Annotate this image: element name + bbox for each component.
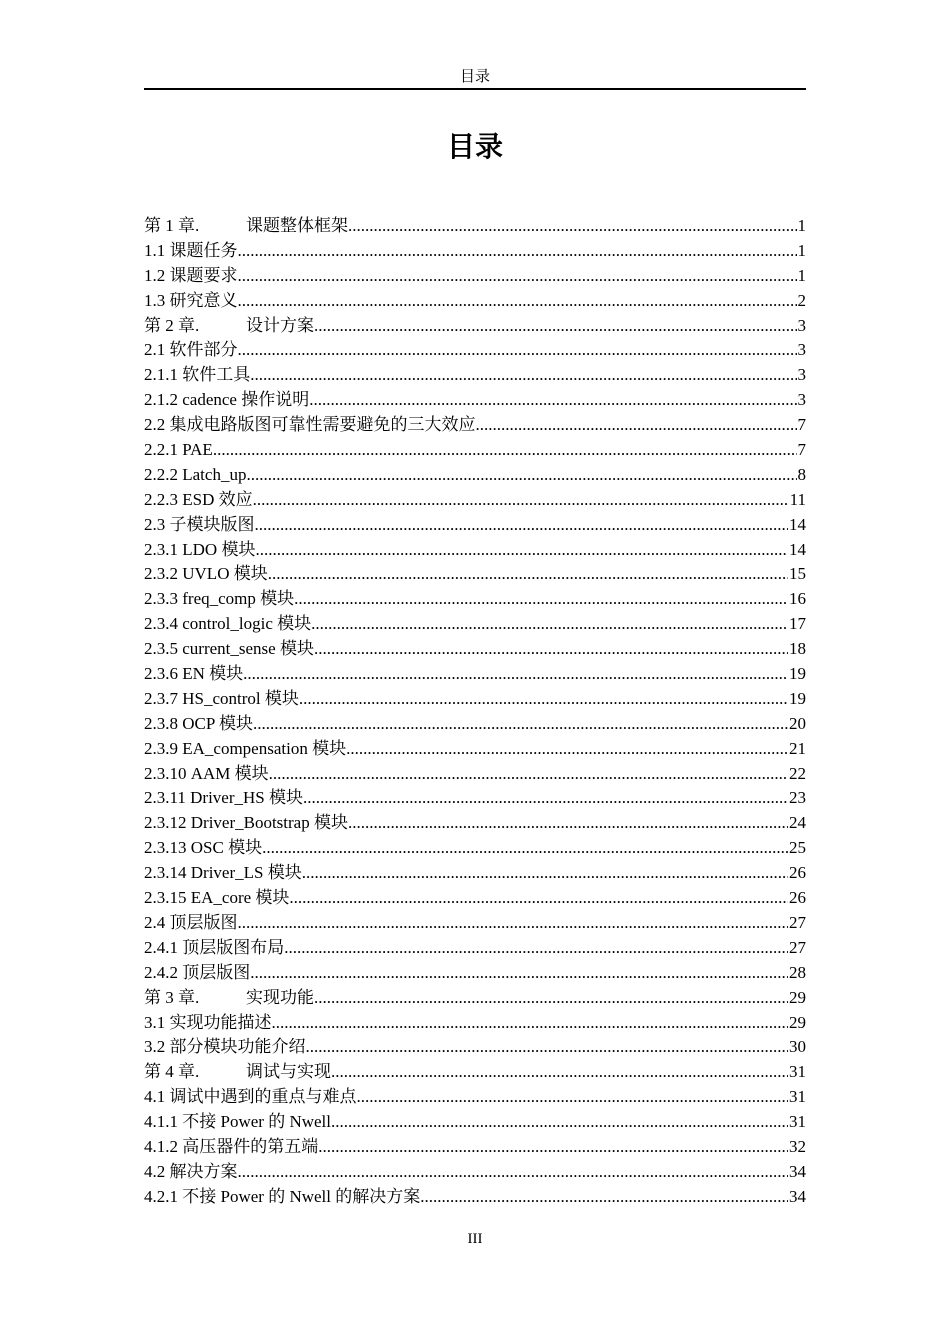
toc-entry-label: 顶层版图 — [169, 912, 238, 932]
toc-dot-leader — [331, 1110, 788, 1135]
toc-section-entry[interactable] — [144, 911, 806, 936]
toc-section-entry[interactable] — [144, 264, 806, 289]
toc-entry-label: 不接 Power 的 Nwell 的解决方案 — [182, 1186, 421, 1206]
toc-entry-label: 高压器件的第五端 — [182, 1136, 319, 1156]
toc-entry-number: 2.3.2 — [144, 564, 178, 584]
toc-section-entry[interactable] — [144, 488, 806, 513]
toc-entry-label: 软件部分 — [169, 340, 238, 360]
toc-entry-label: OSC 模块 — [190, 838, 263, 858]
toc-entry-number: 2.3.6 — [144, 664, 178, 684]
toc-dot-leader — [303, 786, 788, 811]
toc-entry-number: 2.3.9 — [144, 738, 178, 758]
toc-dot-leader — [357, 1085, 789, 1110]
toc-entry-page: 27 — [789, 937, 806, 957]
toc-dot-leader — [253, 488, 789, 513]
toc-section-entry[interactable] — [144, 762, 806, 787]
toc-entry-number: 2.3.3 — [144, 589, 178, 609]
toc-entry-label: 软件工具 — [182, 365, 251, 385]
toc-entry-page: 29 — [789, 987, 806, 1007]
toc-entry-number: 4.2.1 — [144, 1186, 178, 1206]
toc-entry-page: 21 — [789, 738, 806, 758]
toc-dot-leader — [243, 662, 788, 687]
toc-entry-number: 2.1 — [144, 340, 166, 360]
toc-section-entry[interactable] — [144, 1085, 806, 1110]
toc-entry-number: 2.2.1 — [144, 440, 178, 460]
toc-entry-number: 3.2 — [144, 1037, 166, 1057]
toc-entry-number: 4.2 — [144, 1161, 166, 1181]
toc-entry-label: 调试中遇到的重点与难点 — [169, 1087, 357, 1107]
toc-entry-label: 集成电路版图可靠性需要避免的三大效应 — [169, 415, 476, 435]
toc-entry-number: 2.2 — [144, 415, 166, 435]
toc-section-entry[interactable] — [144, 712, 806, 737]
toc-dot-leader — [318, 1135, 788, 1160]
toc-chapter-entry[interactable] — [144, 986, 806, 1011]
toc-section-entry[interactable] — [144, 513, 806, 538]
toc-dot-leader — [348, 214, 797, 239]
toc-entry-number: 1.1 — [144, 240, 166, 260]
toc-entry-label: 顶层版图 — [182, 962, 251, 982]
toc-dot-leader — [238, 338, 797, 363]
toc-section-entry[interactable] — [144, 1011, 806, 1036]
toc-dot-leader — [346, 737, 788, 762]
toc-entry-page: 14 — [789, 514, 806, 534]
toc-dot-leader — [238, 1160, 789, 1185]
toc-dot-leader — [238, 239, 797, 264]
toc-dot-leader — [250, 961, 788, 986]
toc-entry-label: PAE — [182, 440, 213, 460]
toc-entry-number: 1.2 — [144, 265, 166, 285]
toc-dot-leader — [299, 687, 788, 712]
toc-dot-leader — [238, 289, 797, 314]
toc-entry-number: 2.4.1 — [144, 937, 178, 957]
toc-entry-number: 2.3.13 — [144, 838, 187, 858]
toc-dot-leader — [272, 1011, 789, 1036]
toc-entry-page: 27 — [789, 912, 806, 932]
toc-entry-page: 3 — [797, 365, 806, 385]
toc-entry-number: 2.3.11 — [144, 788, 186, 808]
toc-entry-label: EA_compensation 模块 — [182, 738, 347, 758]
toc-section-entry[interactable] — [144, 612, 806, 637]
toc-chapter-entry[interactable] — [144, 1060, 806, 1085]
toc-entry-number: 2.4 — [144, 912, 166, 932]
toc-entry-label: 部分模块功能介绍 — [169, 1037, 306, 1057]
toc-entry-label: Driver_HS 模块 — [190, 788, 303, 808]
toc-entry-label: current_sense 模块 — [182, 639, 314, 659]
toc-entry-number: 2.3 — [144, 514, 166, 534]
toc-entry-page: 3 — [797, 390, 806, 410]
toc-entry-number: 2.4.2 — [144, 962, 178, 982]
toc-entry-number: 2.3.12 — [144, 813, 187, 833]
toc-section-entry[interactable] — [144, 239, 806, 264]
toc-entry-number: 2.3.1 — [144, 539, 178, 559]
toc-entry-label: 调试与实现 — [246, 1062, 331, 1082]
toc-section-entry[interactable] — [144, 637, 806, 662]
toc-entry-page: 31 — [789, 1112, 806, 1132]
page-title: 目录 — [446, 132, 503, 163]
toc-dot-leader — [213, 438, 797, 463]
toc-dot-leader — [331, 1060, 788, 1085]
toc-section-entry[interactable] — [144, 886, 806, 911]
toc-entry-label: 子模块版图 — [169, 514, 255, 534]
toc-entry-page: 17 — [789, 614, 806, 634]
toc-section-entry[interactable] — [144, 463, 806, 488]
toc-entry-label: 课题要求 — [169, 265, 238, 285]
toc-dot-leader — [306, 1035, 789, 1060]
toc-chapter-entry[interactable] — [144, 314, 806, 339]
toc-entry-number: 第 2 章. — [144, 315, 200, 335]
toc-entry-page: 32 — [789, 1136, 806, 1156]
toc-section-entry[interactable] — [144, 662, 806, 687]
toc-section-entry[interactable] — [144, 961, 806, 986]
toc-entry-label: EN 模块 — [182, 664, 244, 684]
toc-entry-page: 3 — [797, 340, 806, 360]
toc-entry-page: 22 — [789, 763, 806, 783]
toc-section-entry[interactable] — [144, 936, 806, 961]
toc-entry-label: cadence 操作说明 — [182, 390, 310, 410]
toc-dot-leader — [269, 762, 788, 787]
toc-entry-label: ESD 效应 — [182, 489, 253, 509]
table-of-contents — [144, 214, 806, 1210]
toc-entry-page: 15 — [789, 564, 806, 584]
toc-entry-page: 2 — [797, 290, 806, 310]
toc-entry-label: UVLO 模块 — [182, 564, 268, 584]
toc-entry-number: 2.3.15 — [144, 888, 187, 908]
toc-section-entry[interactable] — [144, 562, 806, 587]
toc-dot-leader — [420, 1185, 788, 1210]
toc-entry-page: 19 — [789, 688, 806, 708]
toc-dot-leader — [253, 712, 788, 737]
toc-entry-page: 7 — [797, 440, 806, 460]
toc-entry-label: 解决方案 — [169, 1161, 238, 1181]
toc-dot-leader — [268, 562, 788, 587]
toc-entry-page: 3 — [797, 315, 806, 335]
toc-entry-label: HS_control 模块 — [182, 688, 299, 708]
toc-dot-leader — [348, 811, 788, 836]
toc-section-entry[interactable] — [144, 289, 806, 314]
toc-entry-number: 第 1 章. — [144, 216, 200, 235]
toc-section-entry[interactable] — [144, 587, 806, 612]
toc-entry-label: AAM 模块 — [190, 763, 269, 783]
toc-dot-leader — [302, 861, 788, 886]
page-number: III — [467, 1231, 483, 1247]
toc-entry-number: 3.1 — [144, 1012, 166, 1032]
toc-dot-leader — [314, 637, 788, 662]
toc-dot-leader — [311, 612, 788, 637]
toc-entry-page: 16 — [789, 589, 806, 609]
toc-chapter-entry[interactable] — [144, 214, 806, 239]
toc-entry-number: 2.2.2 — [144, 464, 178, 484]
toc-dot-leader — [314, 314, 797, 339]
toc-entry-label: 设计方案 — [246, 315, 314, 335]
toc-section-entry[interactable] — [144, 338, 806, 363]
toc-entry-page: 1 — [797, 265, 806, 285]
toc-entry-page: 24 — [789, 813, 806, 833]
toc-section-entry[interactable] — [144, 1110, 806, 1135]
toc-dot-leader — [289, 886, 788, 911]
toc-dot-leader — [309, 388, 796, 413]
toc-section-entry[interactable] — [144, 538, 806, 563]
toc-dot-leader — [238, 264, 797, 289]
toc-entry-label: 实现功能描述 — [169, 1012, 272, 1032]
toc-dot-leader — [262, 836, 788, 861]
toc-section-entry[interactable] — [144, 1160, 806, 1185]
toc-entry-number: 1.3 — [144, 290, 166, 310]
toc-entry-page: 29 — [789, 1012, 806, 1032]
toc-entry-label: LDO 模块 — [182, 539, 256, 559]
toc-entry-label: 实现功能 — [246, 987, 314, 1007]
toc-entry-label: 不接 Power 的 Nwell — [182, 1112, 331, 1132]
toc-entry-number: 2.3.5 — [144, 639, 178, 659]
toc-entry-number: 第 4 章. — [144, 1062, 200, 1082]
toc-section-entry[interactable] — [144, 737, 806, 762]
toc-entry-number: 第 3 章. — [144, 987, 200, 1007]
toc-entry-page: 14 — [789, 539, 806, 559]
toc-entry-label: EA_core 模块 — [190, 888, 290, 908]
toc-entry-label: Driver_Bootstrap 模块 — [190, 813, 348, 833]
toc-section-entry[interactable] — [144, 388, 806, 413]
toc-dot-leader — [284, 936, 788, 961]
toc-entry-page: 31 — [789, 1087, 806, 1107]
toc-section-entry[interactable] — [144, 786, 806, 811]
toc-entry-page: 1 — [797, 216, 806, 235]
toc-entry-page: 11 — [789, 489, 806, 509]
toc-dot-leader — [476, 413, 797, 438]
toc-dot-leader — [250, 363, 796, 388]
toc-entry-number: 2.3.14 — [144, 863, 187, 883]
toc-entry-number: 2.1.2 — [144, 390, 178, 410]
toc-section-entry[interactable] — [144, 438, 806, 463]
toc-entry-page: 26 — [789, 863, 806, 883]
toc-entry-page: 30 — [789, 1037, 806, 1057]
toc-section-entry[interactable] — [144, 687, 806, 712]
toc-entry-page: 20 — [789, 713, 806, 733]
toc-entry-page: 31 — [789, 1062, 806, 1082]
toc-entry-page: 8 — [797, 464, 806, 484]
toc-section-entry[interactable] — [144, 1135, 806, 1160]
toc-entry-number: 2.2.3 — [144, 489, 178, 509]
toc-section-entry[interactable] — [144, 1035, 806, 1060]
toc-entry-label: freq_comp 模块 — [182, 589, 295, 609]
toc-dot-leader — [246, 463, 796, 488]
toc-entry-number: 2.3.7 — [144, 688, 178, 708]
toc-entry-page: 23 — [789, 788, 806, 808]
toc-section-entry[interactable] — [144, 836, 806, 861]
toc-entry-page: 34 — [789, 1161, 806, 1181]
toc-entry-number: 4.1.2 — [144, 1136, 178, 1156]
toc-entry-label: Latch_up — [182, 464, 247, 484]
toc-entry-label: 顶层版图布局 — [182, 937, 285, 957]
toc-entry-number: 4.1 — [144, 1087, 166, 1107]
toc-entry-number: 2.3.10 — [144, 763, 187, 783]
toc-entry-label: 研究意义 — [169, 290, 238, 310]
toc-entry-page: 34 — [789, 1186, 806, 1206]
running-header: 目录 — [144, 66, 806, 90]
toc-entry-page: 26 — [789, 888, 806, 908]
toc-entry-page: 1 — [797, 240, 806, 260]
toc-entry-label: OCP 模块 — [182, 713, 253, 733]
toc-section-entry[interactable] — [144, 861, 806, 886]
toc-entry-page: 28 — [789, 962, 806, 982]
toc-entry-number: 2.3.8 — [144, 713, 178, 733]
toc-entry-label: Driver_LS 模块 — [190, 863, 302, 883]
toc-dot-leader — [255, 513, 789, 538]
toc-entry-label: control_logic 模块 — [182, 614, 312, 634]
toc-dot-leader — [314, 986, 788, 1011]
toc-dot-leader — [238, 911, 789, 936]
toc-entry-number: 4.1.1 — [144, 1112, 178, 1132]
toc-section-entry[interactable] — [144, 363, 806, 388]
toc-entry-label: 课题任务 — [169, 240, 238, 260]
toc-entry-page: 25 — [789, 838, 806, 858]
toc-entry-page: 19 — [789, 664, 806, 684]
toc-entry-label: 课题整体框架 — [246, 216, 348, 235]
toc-dot-leader — [255, 538, 788, 563]
toc-section-entry[interactable] — [144, 811, 806, 836]
toc-dot-leader — [294, 587, 788, 612]
toc-entry-page: 18 — [789, 639, 806, 659]
toc-section-entry[interactable] — [144, 413, 806, 438]
toc-entry-number: 2.1.1 — [144, 365, 178, 385]
toc-entry-number: 2.3.4 — [144, 614, 178, 634]
toc-section-entry[interactable] — [144, 1185, 806, 1210]
toc-entry-page: 7 — [797, 415, 806, 435]
